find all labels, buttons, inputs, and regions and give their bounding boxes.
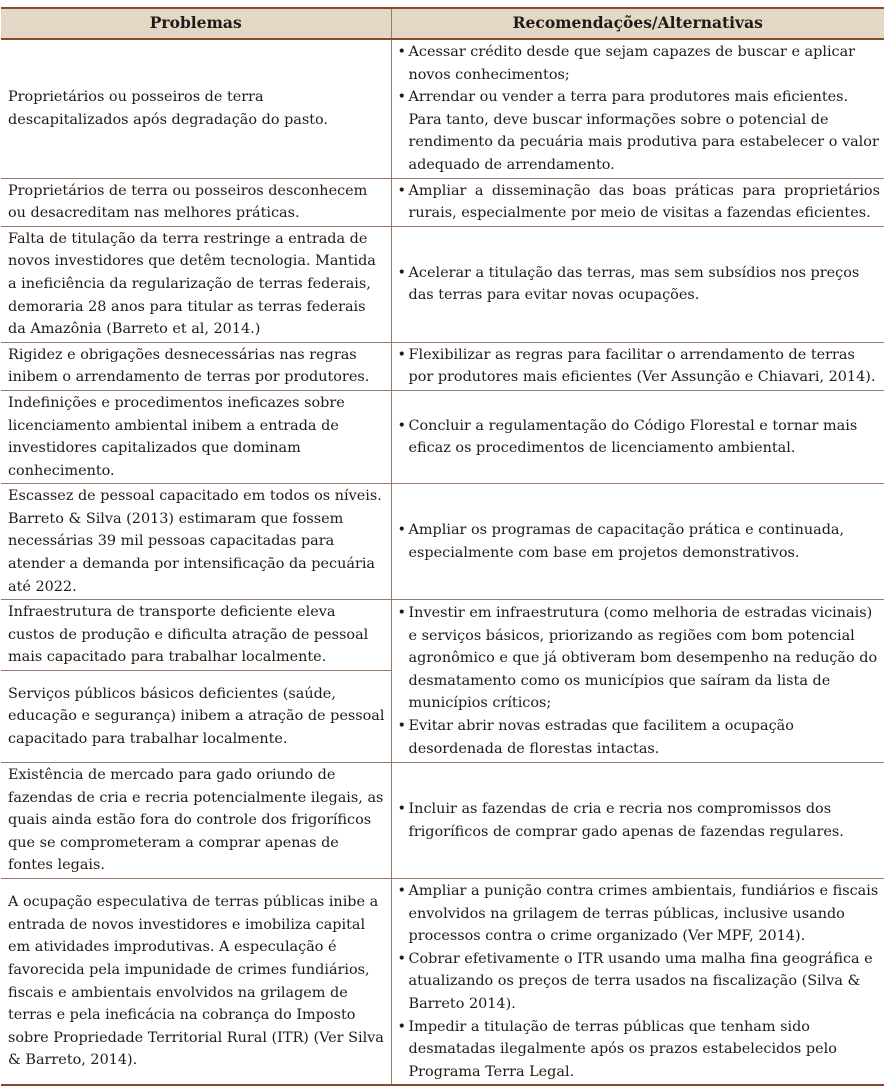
recommendation-cell bbox=[391, 39, 884, 178]
recommendation-item: • Evitar abrir novas estradas que facilitem a ocupação desordenada de florestas intactas. bbox=[398, 715, 881, 760]
problem-cell: Existência de mercado para gado oriundo de fazendas de cria e recria potencialmente ilegais, as quais ainda estão fora do controle dos frigoríficos que se comprometeram a comprar apenas de fontes legais. bbox=[1, 763, 391, 879]
recommendation-cell bbox=[391, 484, 884, 600]
problem-cell: Proprietários ou posseiros de terra descapitalizados após degradação do pasto. bbox=[1, 39, 391, 178]
recommendation-item: • Concluir a regulamentação do Código Florestal e tornar mais eficaz os procedimentos de licenciamento ambiental. bbox=[398, 415, 881, 460]
problem-cell: Serviços públicos básicos deficientes (saúde, educação e segurança) inibem a atração de pessoal capacitado para trabalhar localmente. bbox=[1, 671, 391, 763]
recommendation-cell bbox=[391, 342, 884, 390]
table-row bbox=[1, 763, 884, 879]
problem-cell: Infraestrutura de transporte deficiente eleva custos de produção e dificulta atração de pessoal mais capacitado para trabalhar localmente. bbox=[1, 600, 391, 671]
recommendation-item: • Incluir as fazendas de cria e recria nos compromissos dos frigoríficos de comprar gado apenas de fazendas regulares. bbox=[398, 798, 881, 843]
header-problems: Problemas bbox=[1, 8, 391, 39]
recommendation-item: • Ampliar os programas de capacitação prática e continuada, especialmente com base em projetos demonstrativos. bbox=[398, 519, 881, 564]
recommendation-list bbox=[398, 180, 881, 225]
recommendation-item: • Ampliar a punição contra crimes ambientais, fundiários e fiscais envolvidos na grilagem de terras públicas, inclusive usando processos contra o crime organizado (Ver MPF, 2014). bbox=[398, 880, 881, 948]
recommendation-list bbox=[398, 602, 881, 760]
recommendation-list bbox=[398, 262, 881, 307]
header-recommendations: Recomendações/Alternativas bbox=[391, 8, 884, 39]
recommendation-item: • Acessar crédito desde que sejam capazes de buscar e aplicar novos conhecimentos; bbox=[398, 41, 881, 86]
table-row bbox=[1, 600, 884, 671]
recommendation-cell bbox=[391, 879, 884, 1086]
recommendation-list bbox=[398, 41, 881, 177]
problem-cell: Proprietários de terra ou posseiros desconhecem ou desacreditam nas melhores práticas. bbox=[1, 178, 391, 226]
table-row bbox=[1, 342, 884, 390]
problem-cell: Falta de titulação da terra restringe a entrada de novos investidores que detêm tecnologia. Mantida a ineficiência da regularização de terras federais, demoraria 28 anos para titular as terras federais da Amazônia (Barreto et al, 2014.) bbox=[1, 226, 391, 342]
recommendation-list bbox=[398, 798, 881, 843]
table-row bbox=[1, 390, 884, 483]
recommendation-list bbox=[398, 415, 881, 460]
recommendation-list bbox=[398, 519, 881, 564]
table-row bbox=[1, 178, 884, 226]
problem-cell: A ocupação especulativa de terras públicas inibe a entrada de novos investidores e imobiliza capital em atividades improdutivas. A especulação é favorecida pela impunidade de crimes fundiários, fiscais e ambientais envolvidos na grilagem de terras e pela ineficácia na cobrança do Imposto sobre Propriedade Territorial Rural (ITR) (Ver Silva & Barreto, 2014). bbox=[1, 879, 391, 1086]
recommendation-item: • Impedir a titulação de terras públicas que tenham sido desmatadas ilegalmente após os prazos estabelecidos pelo Programa Terra Legal. bbox=[398, 1016, 881, 1084]
table-row bbox=[1, 226, 884, 342]
table-row bbox=[1, 484, 884, 600]
problem-cell: Indefinições e procedimentos ineficazes sobre licenciamento ambiental inibem a entrada de investidores capitalizados que dominam conhecimento. bbox=[1, 390, 391, 483]
recommendation-cell bbox=[391, 178, 884, 226]
recommendation-cell bbox=[391, 226, 884, 342]
recommendation-item: • Cobrar efetivamente o ITR usando uma malha fina geográfica e atualizando os preços de terra usados na fiscalização (Silva & Barreto 2014). bbox=[398, 948, 881, 1016]
recommendation-cell bbox=[391, 390, 884, 483]
recommendation-list bbox=[398, 880, 881, 1083]
table-row bbox=[1, 39, 884, 178]
recommendation-item: • Ampliar a disseminação das boas práticas para proprietários rurais, especialmente por meio de visitas a fazendas eficientes. bbox=[398, 180, 881, 225]
recommendation-list bbox=[398, 344, 881, 389]
recommendation-cell bbox=[391, 763, 884, 879]
table-header-row bbox=[1, 8, 884, 39]
problem-cell: Escassez de pessoal capacitado em todos os níveis. Barreto & Silva (2013) estimaram que fossem necessárias 39 mil pessoas capacitadas para atender a demanda por intensificação da pecuária até 2022. bbox=[1, 484, 391, 600]
recommendation-item: • Flexibilizar as regras para facilitar o arrendamento de terras por produtores mais eficientes (Ver Assunção e Chiavari, 2014). bbox=[398, 344, 881, 389]
problem-cell: Rigidez e obrigações desnecessárias nas regras inibem o arrendamento de terras por produtores. bbox=[1, 342, 391, 390]
recommendation-item: • Investir em infraestrutura (como melhoria de estradas vicinais) e serviços básicos, priorizando as regiões com bom potencial agronômico e que já obtiveram bom desempenho na redução do desmatamento como os municípios que saíram da lista de municípios críticos; bbox=[398, 602, 881, 715]
problems-recommendations-table bbox=[1, 7, 884, 1086]
table-row bbox=[1, 879, 884, 1086]
recommendation-item: • Arrendar ou vender a terra para produtores mais eficientes. Para tanto, deve buscar informações sobre o potencial de rendimento da pecuária mais produtiva para estabelecer o valor adequado de arrendamento. bbox=[398, 86, 881, 176]
recommendation-item: • Acelerar a titulação das terras, mas sem subsídios nos preços das terras para evitar novas ocupações. bbox=[398, 262, 881, 307]
recommendation-cell bbox=[391, 600, 884, 763]
